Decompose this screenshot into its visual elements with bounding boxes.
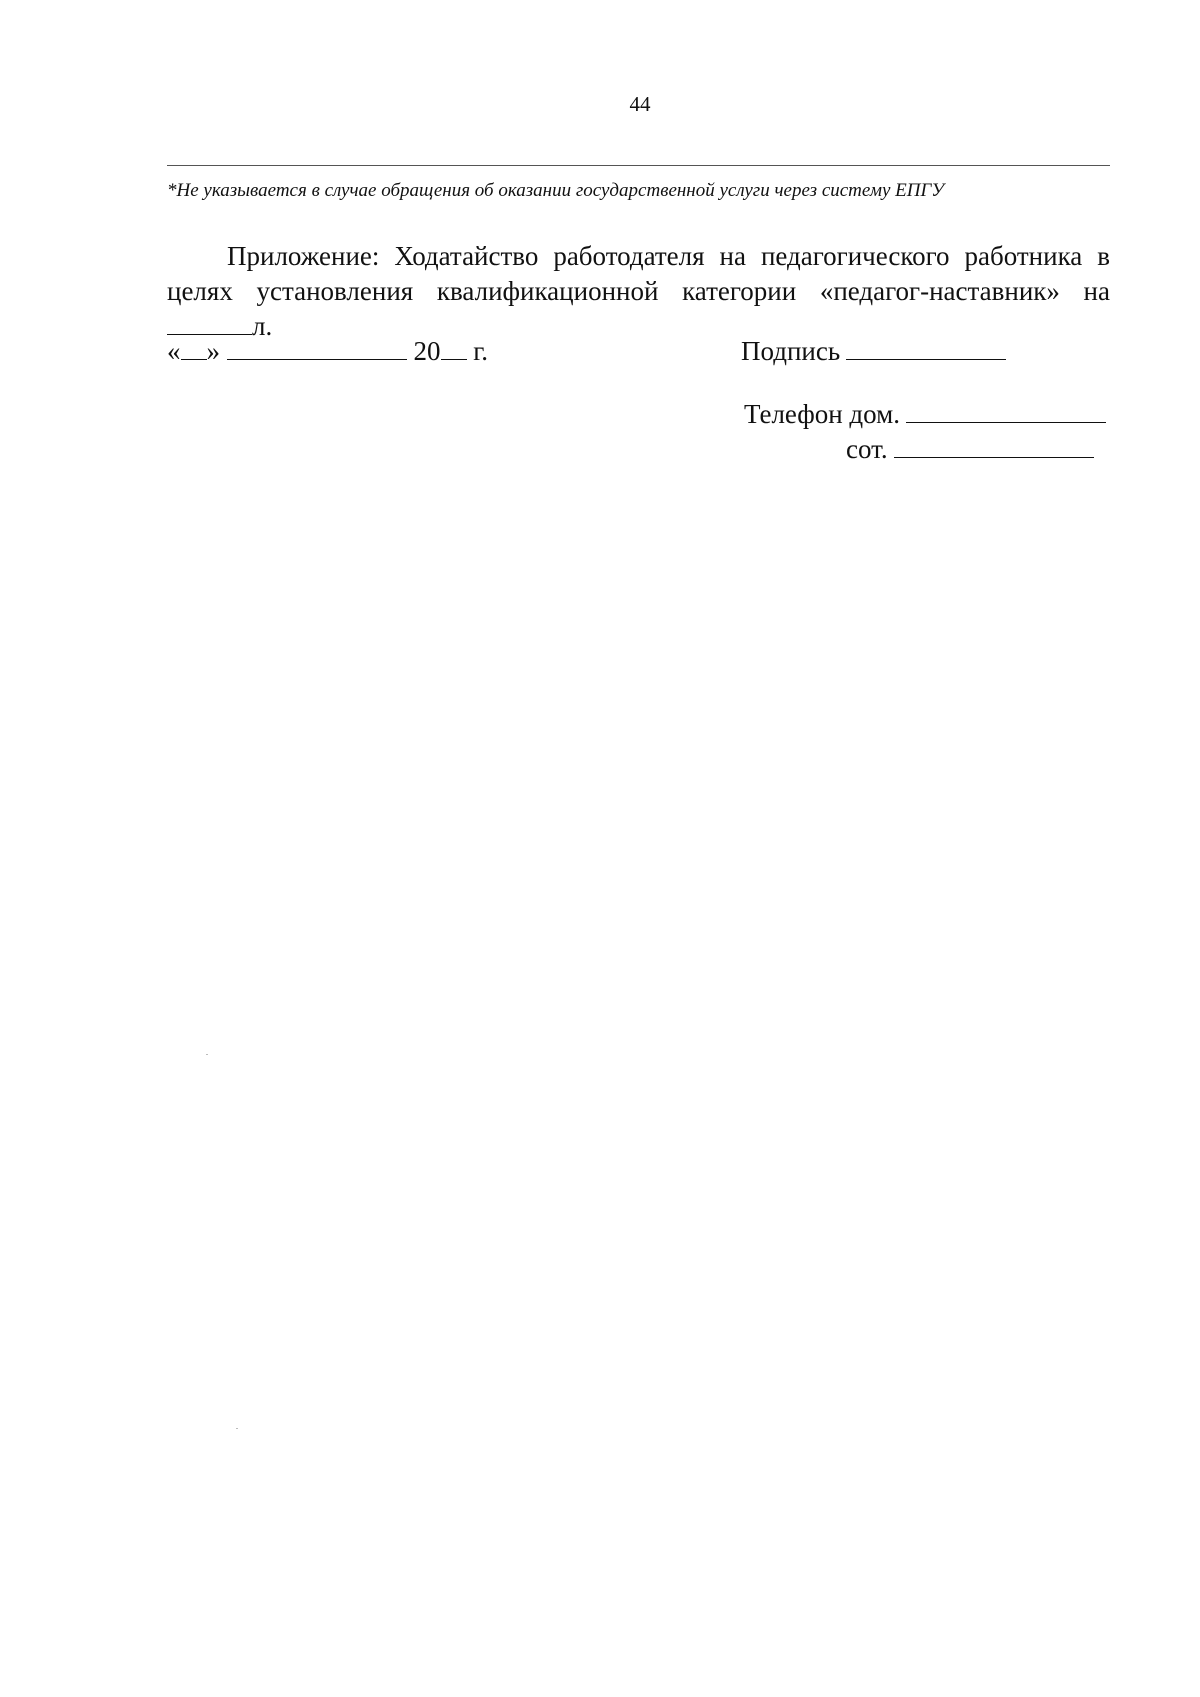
attachment-text: Приложение: Ходатайство работодателя на педагогического работника в целях установления квалификационной категории «педагог-наставник» на [167,241,1110,306]
signature-label: Подпись [741,336,841,366]
scan-speck [206,1054,208,1055]
sheet-count-blank [167,312,252,335]
mobile-phone-blank [894,435,1094,458]
year-suffix: г. [473,336,489,366]
date-close-quote: » [206,336,220,366]
month-blank [227,337,407,360]
home-phone-label: Телефон дом. [744,399,900,429]
year-prefix: 20 [413,336,441,366]
home-phone-line [744,399,1106,430]
date-line [167,336,488,367]
signature-blank [846,337,1006,360]
scan-speck [236,1428,238,1429]
footnote-divider [167,165,1110,166]
attachment-paragraph [167,239,1110,344]
date-open-quote: « [167,336,181,366]
footnote: *Не указывается в случае обращения об оказании государственной услуги через систему ЕПГУ [167,180,945,201]
mobile-phone-label: сот. [846,434,888,464]
sheets-suffix: л. [252,311,273,341]
day-blank [181,337,207,360]
page-number: 44 [629,92,651,116]
signature-line [741,336,1006,367]
home-phone-blank [906,400,1106,423]
year-blank [441,337,467,360]
mobile-phone-line [846,434,1094,465]
